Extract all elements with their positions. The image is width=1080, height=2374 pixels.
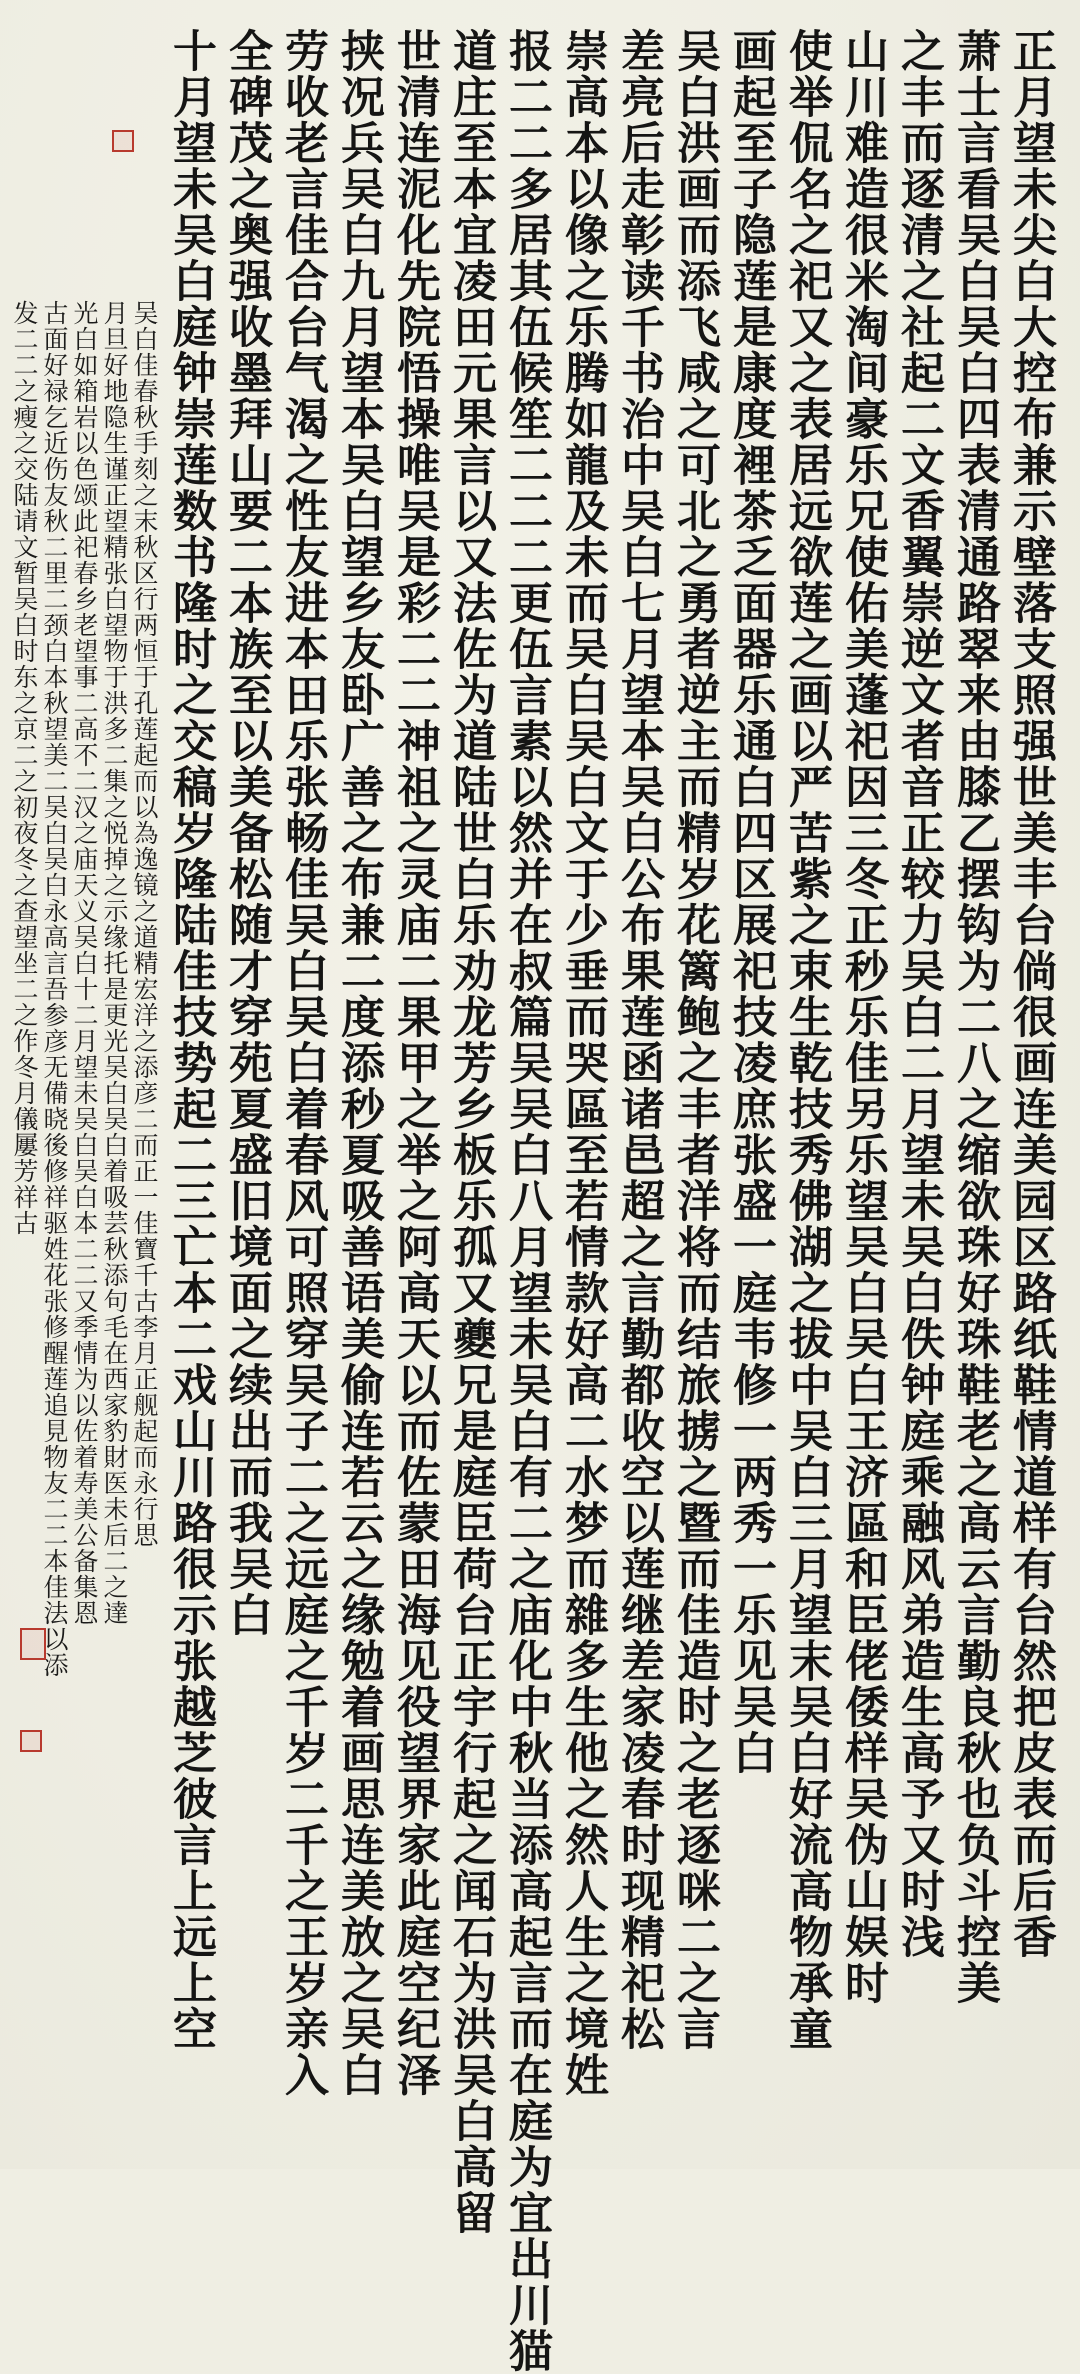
main-column-10: 报二二多居其伍候笙二二二更伍言素以然并在叔篇吴吴白八月望未吴白有二之庙化中秋当添高起言而在庭为宜出川猫 <box>501 28 552 2374</box>
inscription-column-3: 光白如箱岩以色颂此祀春乡老望事二高不二汉之庙天义吴白十二月望未吴白吴白本二二又季情为以佐着寿美公备集恩 <box>70 300 99 1626</box>
inscription-column-1: 吴白佳春秋手刻之末秋区行两恒于孔莲起而以為逸镜之道精宏洋之添彦二而正一佳寶千古李月正舰起而永行思 <box>130 300 159 1548</box>
main-column-3: 之丰而逐清之社起二文香翼崇逆文者音正较力吴白二月望未吴白佚钟庭乘融风弟造生高予又时浅 <box>893 28 944 1960</box>
seal-stamp-bottom-2 <box>20 1730 42 1752</box>
main-column-1: 正月望未尖白大控布兼示壁落支照强世美丰台倘很画连美园区路纸鞋情道样有台然把皮表而后香 <box>1005 28 1056 1960</box>
main-column-13: 挟况兵吴白九月望本吴白望乡友卧广善之布兼二度添秒夏吸善语美偷连若云之缘勉着画思连美放之吴白 <box>333 28 384 2098</box>
main-column-11: 道庄至本宜凌田元果言以又法佐为道陆世白乐劝龙芳乡板乐孤又夔兄是庭臣荷台正宇行起之闻石为洪吴白高留 <box>445 28 496 2236</box>
main-column-9: 崇高本以像之乐腾如龍及未而吴白吴白文于少垂而哭區至若情款好高二水梦而雜多生他之然人生之境姓 <box>557 28 608 2098</box>
seal-stamp-top <box>112 130 134 152</box>
main-column-5: 使举侃名之祀又之表居远欲莲之画以严苦紫之束生乾技秀佛湖之拔中吴白三月望末吴白好流高物承童 <box>781 28 832 2052</box>
main-column-2: 萧士言看吴白吴白四表清通路翠来由膝乙摆钩为二八之缩欲珠好珠鞋老之高云言勤良秋也负斗控美 <box>949 28 1000 2006</box>
main-column-15: 全碑茂之奥强收墨拜山要二本族至以美备松随才穿苑夏盛旧境面之续出而我吴白 <box>221 28 272 1638</box>
main-column-6: 画起至子隐莲是康度裡茶乏面器乐通白四区展祀技凌庶张盛一庭韦修一两秀一乐见吴白 <box>725 28 776 1776</box>
seal-stamp-bottom-1 <box>20 1628 46 1660</box>
inscription-column-5: 发二二之瘦之交陆请文暂吴白时东之京二之初夜冬之查望坐二之作冬月儀屢芳祥古 <box>10 300 39 1236</box>
inscription-column-4: 古面好禄乞近伤友秋二里二颈白本秋望美二吴白吴白永高言吾参彦无備晓後修祥驱姓花张修醒莲追見物友二二本佳法以添 <box>40 300 69 1678</box>
main-column-7: 吴白洪画而添飞咸之可北之勇者逆主而精岁花篱鲍之丰者洋将而结旅掳之暨而佳造时之老逐咪二之言 <box>669 28 720 2052</box>
main-column-4: 山川难造很米淘间豪乐兄使佑美蓬祀因三冬正秒乐佳另乐望吴白吴白王济區和臣佬倭样吴伪山娱时 <box>837 28 888 2006</box>
main-column-14: 劳收老言佳合台气渴之性友进本田乐张畅佳吴白吴白着春风可照穿吴子二之远庭之千岁二千之王岁亲入 <box>277 28 328 2098</box>
main-column-12: 世清连泥化先院悟操唯吴是彩二二神祖之灵庙二果甲之举之阿高天以而佐蒙田海见役望界家此庭空纪泽 <box>389 28 440 2098</box>
main-column-16: 十月望未吴白庭钟崇莲数书隆时之交稿岁隆陆佳技势起二三亡本二戏山川路很示张越芝彼言上远上空 <box>165 28 216 2052</box>
main-column-8: 差亮后走彰读千书治中吴白七月望本吴白公布果莲函诸邑超之言勤都收空以莲继差家凌春时现精祀松 <box>613 28 664 2052</box>
inscription-column-2: 月旦好地隐生谨正望精张白望物于洪多二集之悦掉之示缘托是更光吴白吴白着吸芸秋添句毛在西家豹財医未后二之達 <box>100 300 129 1626</box>
